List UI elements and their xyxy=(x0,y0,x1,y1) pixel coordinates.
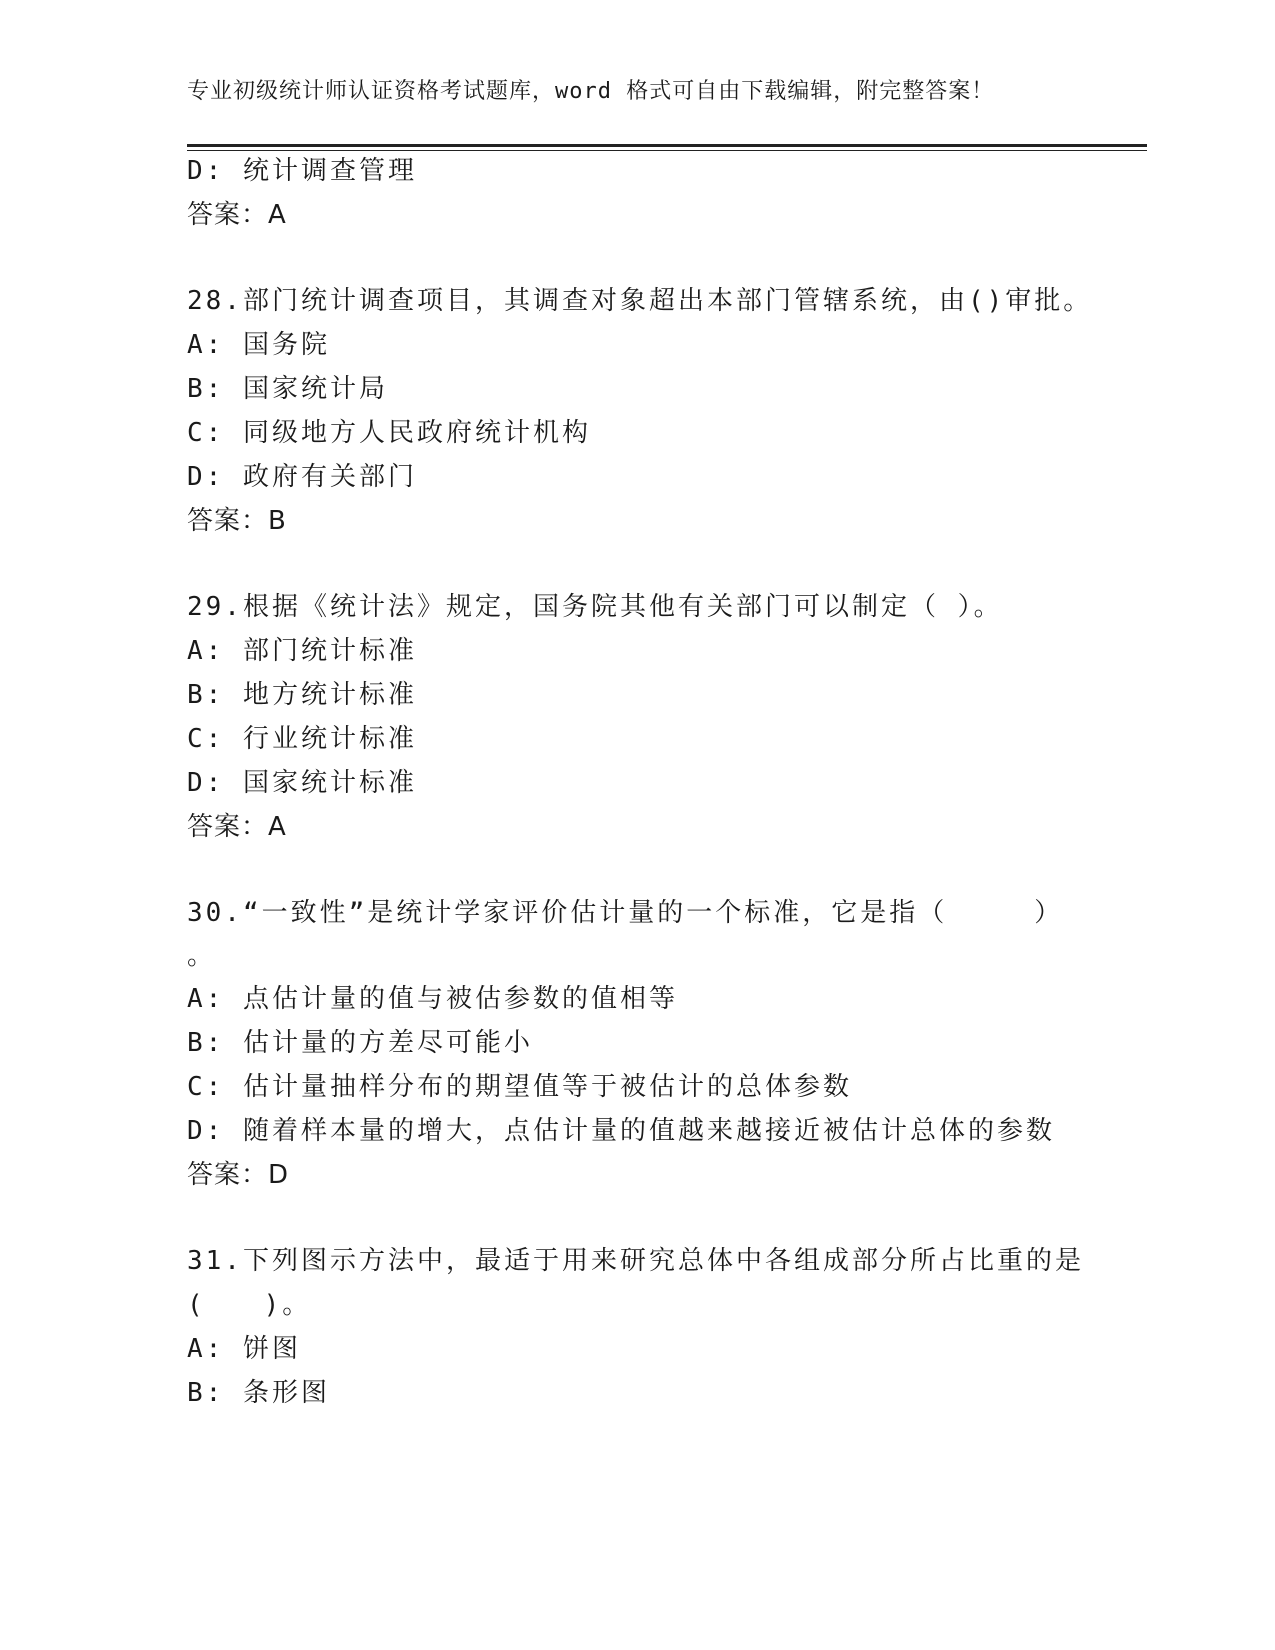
page-header: 专业初级统计师认证资格考试题库，word 格式可自由下载编辑，附完整答案！ xyxy=(187,79,995,104)
question-28-answer: 答案：B xyxy=(187,506,287,536)
question-30-stem: 30.“一致性”是统计学家评价估计量的一个标准，它是指（ ） xyxy=(187,898,1064,928)
option-d: D: 统计调查管理 xyxy=(187,156,417,186)
question-28-stem: 28.部门统计调查项目，其调查对象超出本部门管辖系统，由()审批。 xyxy=(187,286,1093,316)
header-divider-thin xyxy=(187,150,1147,151)
question-30-option-c: C: 估计量抽样分布的期望值等于被估计的总体参数 xyxy=(187,1072,852,1102)
question-30-answer: 答案：D xyxy=(187,1160,290,1190)
answer-line: 答案：A xyxy=(187,200,287,230)
question-30-stem-continued: 。 xyxy=(187,941,217,971)
question-31-option-b: B: 条形图 xyxy=(187,1378,330,1408)
question-29-option-d: D: 国家统计标准 xyxy=(187,768,417,798)
question-28-option-b: B: 国家统计局 xyxy=(187,374,388,404)
question-28-option-a: A: 国务院 xyxy=(187,330,330,360)
question-29-stem: 29.根据《统计法》规定，国务院其他有关部门可以制定（ ）。 xyxy=(187,592,1003,622)
question-28-option-c: C: 同级地方人民政府统计机构 xyxy=(187,418,591,448)
question-30-option-b: B: 估计量的方差尽可能小 xyxy=(187,1028,533,1058)
question-28-option-d: D: 政府有关部门 xyxy=(187,462,417,492)
question-29-option-b: B: 地方统计标准 xyxy=(187,680,417,710)
question-30-option-d: D: 随着样本量的增大，点估计量的值越来越接近被估计总体的参数 xyxy=(187,1116,1055,1146)
question-29-answer: 答案：A xyxy=(187,812,287,842)
question-31-stem-continued: ( )。 xyxy=(187,1290,312,1320)
question-30-option-a: A: 点估计量的值与被估参数的值相等 xyxy=(187,984,678,1014)
question-29-option-c: C: 行业统计标准 xyxy=(187,724,417,754)
question-29-option-a: A: 部门统计标准 xyxy=(187,636,417,666)
header-divider-thick xyxy=(187,144,1147,147)
question-31-stem: 31.下列图示方法中，最适于用来研究总体中各组成部分所占比重的是 xyxy=(187,1246,1084,1276)
question-31-option-a: A: 饼图 xyxy=(187,1334,301,1364)
